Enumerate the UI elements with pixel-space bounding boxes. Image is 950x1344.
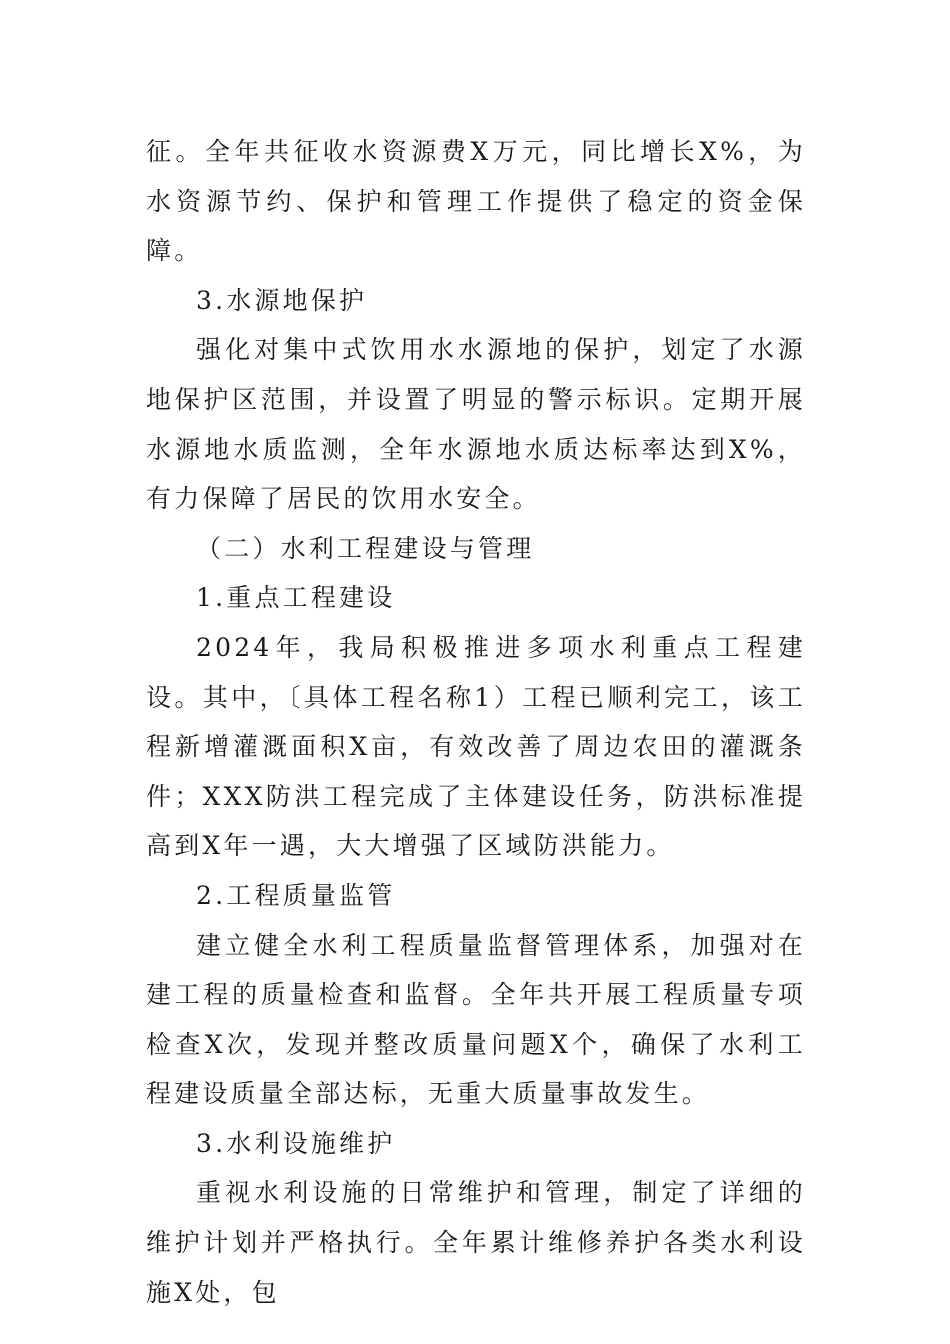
section-heading-hydraulic-engineering: （二）水利工程建设与管理 [196, 533, 535, 563]
subheading-water-source-protection: 3.水源地保护 [196, 285, 368, 315]
paragraph-water-source-protection: 强化对集中式饮用水水源地的保护，划定了水源地保护区范围，并设置了明显的警示标识。定期开展水源地水质监测，全年水源地水质达标率达到X%，有力保障了居民的饮用水安全。 [146, 335, 806, 514]
paragraph-facility-maintenance: 重视水利设施的日常维护和管理，制定了详细的维护计划并严格执行。全年累计维修养护各类水利设施X处，包 [146, 1178, 806, 1307]
subheading-key-projects: 1.重点工程建设 [196, 583, 396, 613]
paragraph-key-projects: 2024年，我局积极推进多项水利重点工程建设。其中，〔具体工程名称1）工程已顺利完工，该工程新增灌溉面积X亩，有效改善了周边农田的灌溉条件；XXX防洪工程完成了主体建设任务，防洪标准提高到X年一遇，大大增强了区域防洪能力。 [146, 632, 806, 861]
subheading-facility-maintenance: 3.水利设施维护 [196, 1128, 396, 1158]
subheading-quality-supervision: 2.工程质量监管 [196, 880, 396, 910]
paragraph-quality-supervision: 建立健全水利工程质量监督管理体系，加强对在建工程的质量检查和监督。全年共开展工程质量专项检查X次，发现并整改质量问题X个，确保了水利工程建设质量全部达标，无重大质量事故发生。 [146, 930, 806, 1109]
document-body [146, 127, 806, 1317]
paragraph-continued: 征。全年共征收水资源费X万元，同比增长X%，为水资源节约、保护和管理工作提供了稳定的资金保障。 [146, 137, 806, 266]
